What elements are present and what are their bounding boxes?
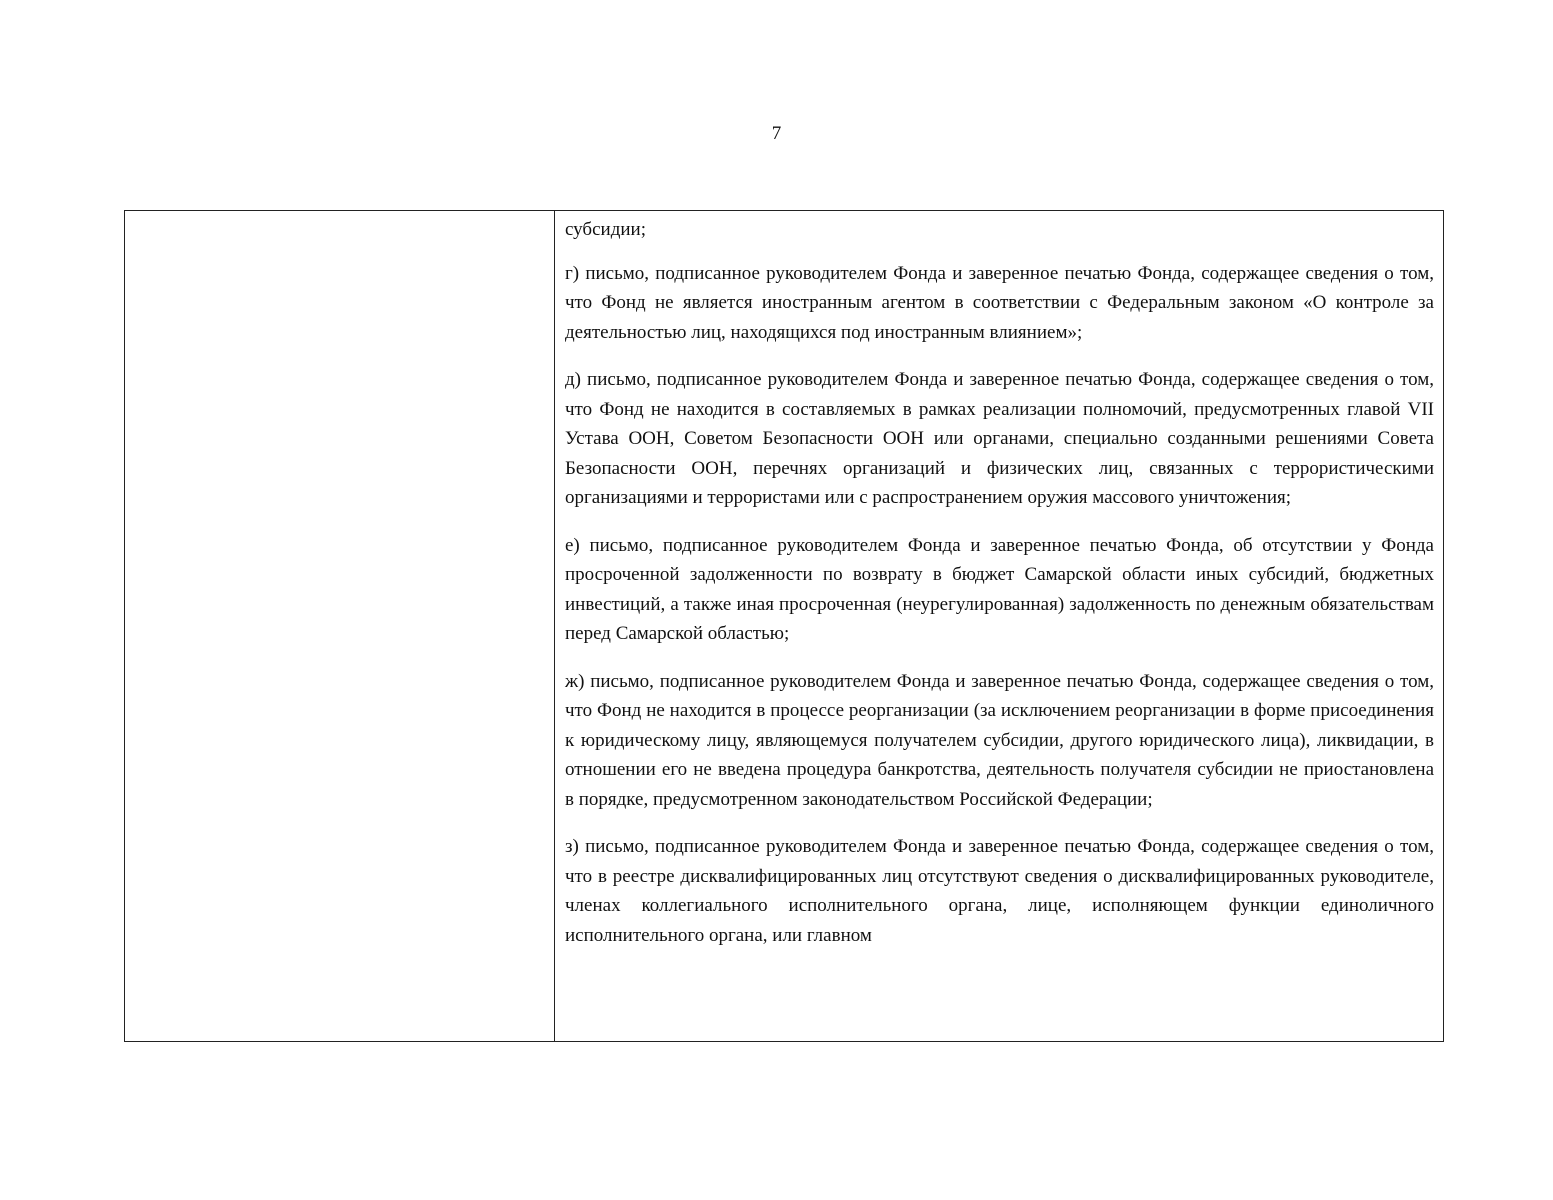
table-left-cell — [125, 211, 555, 1041]
page-number: 7 — [771, 123, 782, 144]
paragraph-zh: ж) письмо, подписанное руководителем Фонда и заверенное печатью Фонда, содержащее сведения о том, что Фонд не находится в процессе реорганизации (за исключением реорганизации в форме присоединения к юридическому лицу, являющемуся получателем субсидии, другого юридического лица), ликвидации, в отношении его не введена процедура банкротства, деятельность получателя субсидии не приостановлена в порядке, предусмотренном законодательством Российской Федерации; — [565, 670, 1434, 810]
document-table — [124, 210, 1444, 1042]
paragraph-e: е) письмо, подписанное руководителем Фонда и заверенное печатью Фонда, об отсутствии у Фонда просроченной задолженности по возврату в бюджет Самарской области иных субсидий, бюджетных инвестиций, а также иная просроченная (неурегулированная) задолженность по денежным обязательствам перед Самарской областью; — [565, 534, 1434, 644]
table-right-cell — [555, 211, 1443, 1041]
paragraph-z: з) письмо, подписанное руководителем Фонда и заверенное печатью Фонда, содержащее сведения о том, что в реестре дисквалифицированных лиц отсутствуют сведения о дисквалифицированных руководителе, членах коллегиального исполнительного органа, лице, исполняющем функции единоличного исполнительного органа, или главном — [565, 836, 1434, 946]
paragraph-continuation: субсидии; — [565, 219, 646, 240]
paragraph-g: г) письмо, подписанное руководителем Фонда и заверенное печатью Фонда, содержащее сведения о том, что Фонд не является иностранным агентом в соответствии с Федеральным законом «О контроле за деятельностью лиц, находящихся под иностранным влиянием»; — [565, 262, 1434, 343]
paragraph-d: д) письмо, подписанное руководителем Фонда и заверенное печатью Фонда, содержащее сведения о том, что Фонд не находится в составляемых в рамках реализации полномочий, предусмотренных главой VII Устава ООН, Советом Безопасности ООН или органами, специально созданными решениями Совета Безопасности ООН, перечнях организаций и физических лиц, связанных с террористическими организациями и террористами или с распространением оружия массового уничтожения; — [565, 369, 1434, 508]
